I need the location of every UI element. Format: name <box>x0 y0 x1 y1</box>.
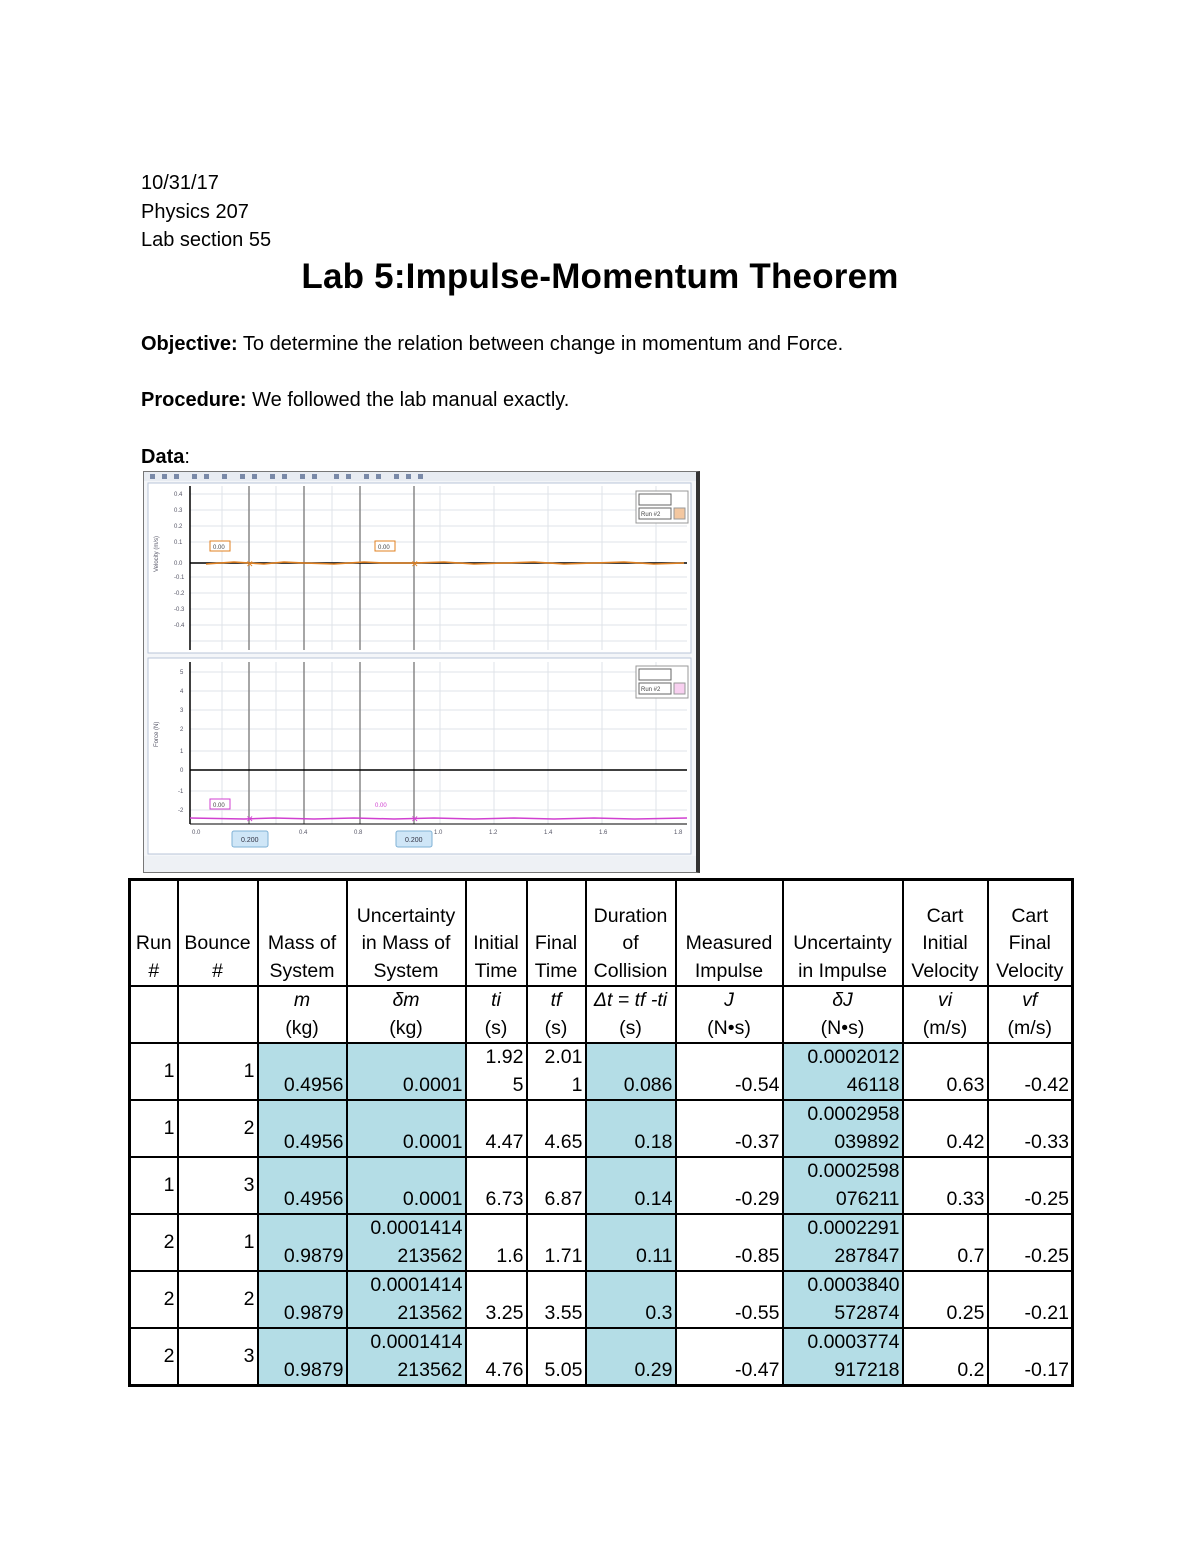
svg-text:-0.4: -0.4 <box>174 623 185 629</box>
table-cell: 0.0002012 46118 <box>783 1043 903 1100</box>
table-header-row <box>130 880 1073 987</box>
svg-text:0.4: 0.4 <box>174 492 183 498</box>
table-cell: 1.6 <box>466 1214 527 1271</box>
table-cell: -0.33 <box>988 1100 1073 1157</box>
table-cell: 0.0001414 213562 <box>347 1214 466 1271</box>
table-cell: -0.21 <box>988 1271 1073 1328</box>
procedure-label: Procedure: <box>141 389 247 411</box>
data-graph-screenshot <box>143 471 700 873</box>
svg-text:0.2: 0.2 <box>174 524 183 530</box>
svg-text:1.2: 1.2 <box>489 830 498 836</box>
table-cell: -0.42 <box>988 1043 1073 1100</box>
svg-text:1.4: 1.4 <box>544 830 553 836</box>
table-cell: 2 <box>130 1271 178 1328</box>
column-header: Run # <box>130 880 178 987</box>
svg-text:0.1: 0.1 <box>174 540 183 546</box>
table-cell: -0.25 <box>988 1157 1073 1214</box>
table-cell: 2 <box>178 1100 258 1157</box>
top-legend: Run #2 <box>641 512 661 518</box>
data-table <box>128 878 1074 1387</box>
svg-text:0.0: 0.0 <box>174 561 183 567</box>
svg-text:3: 3 <box>180 708 184 714</box>
table-cell: 3.25 <box>466 1271 527 1328</box>
svg-text:5: 5 <box>180 670 184 676</box>
table-cell: 2.01 1 <box>527 1043 586 1100</box>
table-cell: 3.55 <box>527 1271 586 1328</box>
svg-text:1.8: 1.8 <box>674 830 683 836</box>
table-cell: 1 <box>178 1043 258 1100</box>
bottom-marker-1: ✕ <box>246 814 254 824</box>
table-cell: -0.47 <box>676 1328 783 1386</box>
table-cell: 0.2 <box>903 1328 988 1386</box>
table-cell: 2 <box>130 1328 178 1386</box>
table-cell: 0.4956 <box>258 1100 347 1157</box>
table-row <box>130 1100 1073 1157</box>
column-header: Mass of System <box>258 880 347 987</box>
bottom-legend: Run #2 <box>641 687 661 693</box>
table-cell: 0.0003774 917218 <box>783 1328 903 1386</box>
table-cell: 4.76 <box>466 1328 527 1386</box>
svg-text:-2: -2 <box>178 808 184 814</box>
svg-text:0: 0 <box>180 768 184 774</box>
svg-text:0.0: 0.0 <box>192 830 201 836</box>
column-header: Bounce # <box>178 880 258 987</box>
table-cell: 6.73 <box>466 1157 527 1214</box>
table-cell: 0.4956 <box>258 1043 347 1100</box>
top-label-1: 0.00 <box>213 545 225 551</box>
column-unit: vf (m/s) <box>988 986 1073 1043</box>
table-cell: 2 <box>130 1214 178 1271</box>
column-unit: tf (s) <box>527 986 586 1043</box>
table-cell: 0.0002598 076211 <box>783 1157 903 1214</box>
table-cell: 0.0001414 213562 <box>347 1271 466 1328</box>
table-row <box>130 1043 1073 1100</box>
bottom-label-2: 0.00 <box>375 803 387 809</box>
top-marker-2: ✕ <box>411 559 419 569</box>
table-cell: 3 <box>178 1328 258 1386</box>
table-row <box>130 1328 1073 1386</box>
svg-text:-0.1: -0.1 <box>174 575 185 581</box>
column-header: Cart Final Velocity <box>988 880 1073 987</box>
table-cell: 1 <box>178 1214 258 1271</box>
table-cell: 0.11 <box>586 1214 676 1271</box>
top-label-2: 0.00 <box>378 545 390 551</box>
table-cell: 0.42 <box>903 1100 988 1157</box>
svg-text:0.8: 0.8 <box>354 830 363 836</box>
svg-text:Force (N): Force (N) <box>154 721 160 747</box>
table-row <box>130 1214 1073 1271</box>
svg-text:1: 1 <box>180 749 184 755</box>
table-cell: -0.29 <box>676 1157 783 1214</box>
table-cell: 0.63 <box>903 1043 988 1100</box>
table-cell: 0.9879 <box>258 1328 347 1386</box>
table-cell: 0.086 <box>586 1043 676 1100</box>
column-unit <box>178 986 258 1043</box>
table-cell: 6.87 <box>527 1157 586 1214</box>
table-row <box>130 1271 1073 1328</box>
table-cell: -0.54 <box>676 1043 783 1100</box>
table-cell: 0.0001414 213562 <box>347 1328 466 1386</box>
table-cell: 0.14 <box>586 1157 676 1214</box>
svg-text:0.3: 0.3 <box>174 508 183 514</box>
date: 10/31/17 <box>141 172 219 194</box>
table-cell: 4.47 <box>466 1100 527 1157</box>
table-row <box>130 1157 1073 1214</box>
table-cell: -0.55 <box>676 1271 783 1328</box>
column-unit <box>130 986 178 1043</box>
data-label: Data <box>141 446 185 468</box>
table-cell: 1.92 5 <box>466 1043 527 1100</box>
table-cell: 0.18 <box>586 1100 676 1157</box>
svg-text:1.6: 1.6 <box>599 830 608 836</box>
table-cell: 0.0003840 572874 <box>783 1271 903 1328</box>
column-header: Duration of Collision <box>586 880 676 987</box>
table-cell: 1 <box>130 1157 178 1214</box>
course: Physics 207 <box>141 201 249 223</box>
data-heading: Data: <box>141 446 190 468</box>
table-cell: 3 <box>178 1157 258 1214</box>
table-cell: 4.65 <box>527 1100 586 1157</box>
table-cell: 0.0001 <box>347 1100 466 1157</box>
table-units-row <box>130 986 1073 1043</box>
table-cell: 5.05 <box>527 1328 586 1386</box>
svg-text:1.0: 1.0 <box>434 830 443 836</box>
table-cell: 0.0002958 039892 <box>783 1100 903 1157</box>
table-cell: -0.25 <box>988 1214 1073 1271</box>
column-unit: J (N•s) <box>676 986 783 1043</box>
column-header: Uncertainty in Mass of System <box>347 880 466 987</box>
column-unit: δJ (N•s) <box>783 986 903 1043</box>
column-unit: vi (m/s) <box>903 986 988 1043</box>
x-box-1: 0.200 <box>241 837 259 844</box>
bottom-label-1: 0.00 <box>213 803 225 809</box>
column-unit: m (kg) <box>258 986 347 1043</box>
table-cell: 0.9879 <box>258 1214 347 1271</box>
lab-section: Lab section 55 <box>141 229 272 251</box>
svg-text:Velocity (m/s): Velocity (m/s) <box>154 535 160 572</box>
bottom-marker-2: ✕ <box>411 814 419 824</box>
table-cell: 0.3 <box>586 1271 676 1328</box>
objective-label: Objective: <box>141 333 238 355</box>
column-header: Uncertainty in Impulse <box>783 880 903 987</box>
table-cell: 0.0001 <box>347 1157 466 1214</box>
objective-text: To determine the relation between change in momentum and Force. <box>237 333 844 355</box>
table-cell: -0.37 <box>676 1100 783 1157</box>
table-cell: 1 <box>130 1100 178 1157</box>
objective-paragraph <box>141 332 843 356</box>
column-unit: Δt = tf -ti (s) <box>586 986 676 1043</box>
svg-text:-0.2: -0.2 <box>174 591 185 597</box>
table-cell: 1 <box>130 1043 178 1100</box>
column-unit: δm (kg) <box>347 986 466 1043</box>
table-cell: 0.0002291 287847 <box>783 1214 903 1271</box>
table-cell: -0.85 <box>676 1214 783 1271</box>
column-header: Measured Impulse <box>676 880 783 987</box>
svg-text:-0.3: -0.3 <box>174 607 185 613</box>
column-header: Final Time <box>527 880 586 987</box>
graph-svg <box>144 472 697 872</box>
table-cell: 0.33 <box>903 1157 988 1214</box>
table-cell: 1.71 <box>527 1214 586 1271</box>
table-cell: 0.0001 <box>347 1043 466 1100</box>
column-header: Cart Initial Velocity <box>903 880 988 987</box>
table-cell: 0.29 <box>586 1328 676 1386</box>
table-cell: 0.4956 <box>258 1157 347 1214</box>
procedure-text: We followed the lab manual exactly. <box>246 389 570 411</box>
table-cell: 0.7 <box>903 1214 988 1271</box>
svg-text:4: 4 <box>180 689 184 695</box>
svg-text:0.4: 0.4 <box>299 830 308 836</box>
x-box-2: 0.200 <box>405 837 423 844</box>
table-cell: 2 <box>178 1271 258 1328</box>
svg-text:2: 2 <box>180 727 184 733</box>
svg-text:-1: -1 <box>178 789 184 795</box>
top-marker-1: ✕ <box>246 559 254 569</box>
page-title: Lab 5:Impulse-Momentum Theorem <box>301 257 899 296</box>
column-header: Initial Time <box>466 880 527 987</box>
column-unit: ti (s) <box>466 986 527 1043</box>
table-cell: 0.25 <box>903 1271 988 1328</box>
table-cell: 0.9879 <box>258 1271 347 1328</box>
table-cell: -0.17 <box>988 1328 1073 1386</box>
procedure-paragraph <box>141 388 569 412</box>
